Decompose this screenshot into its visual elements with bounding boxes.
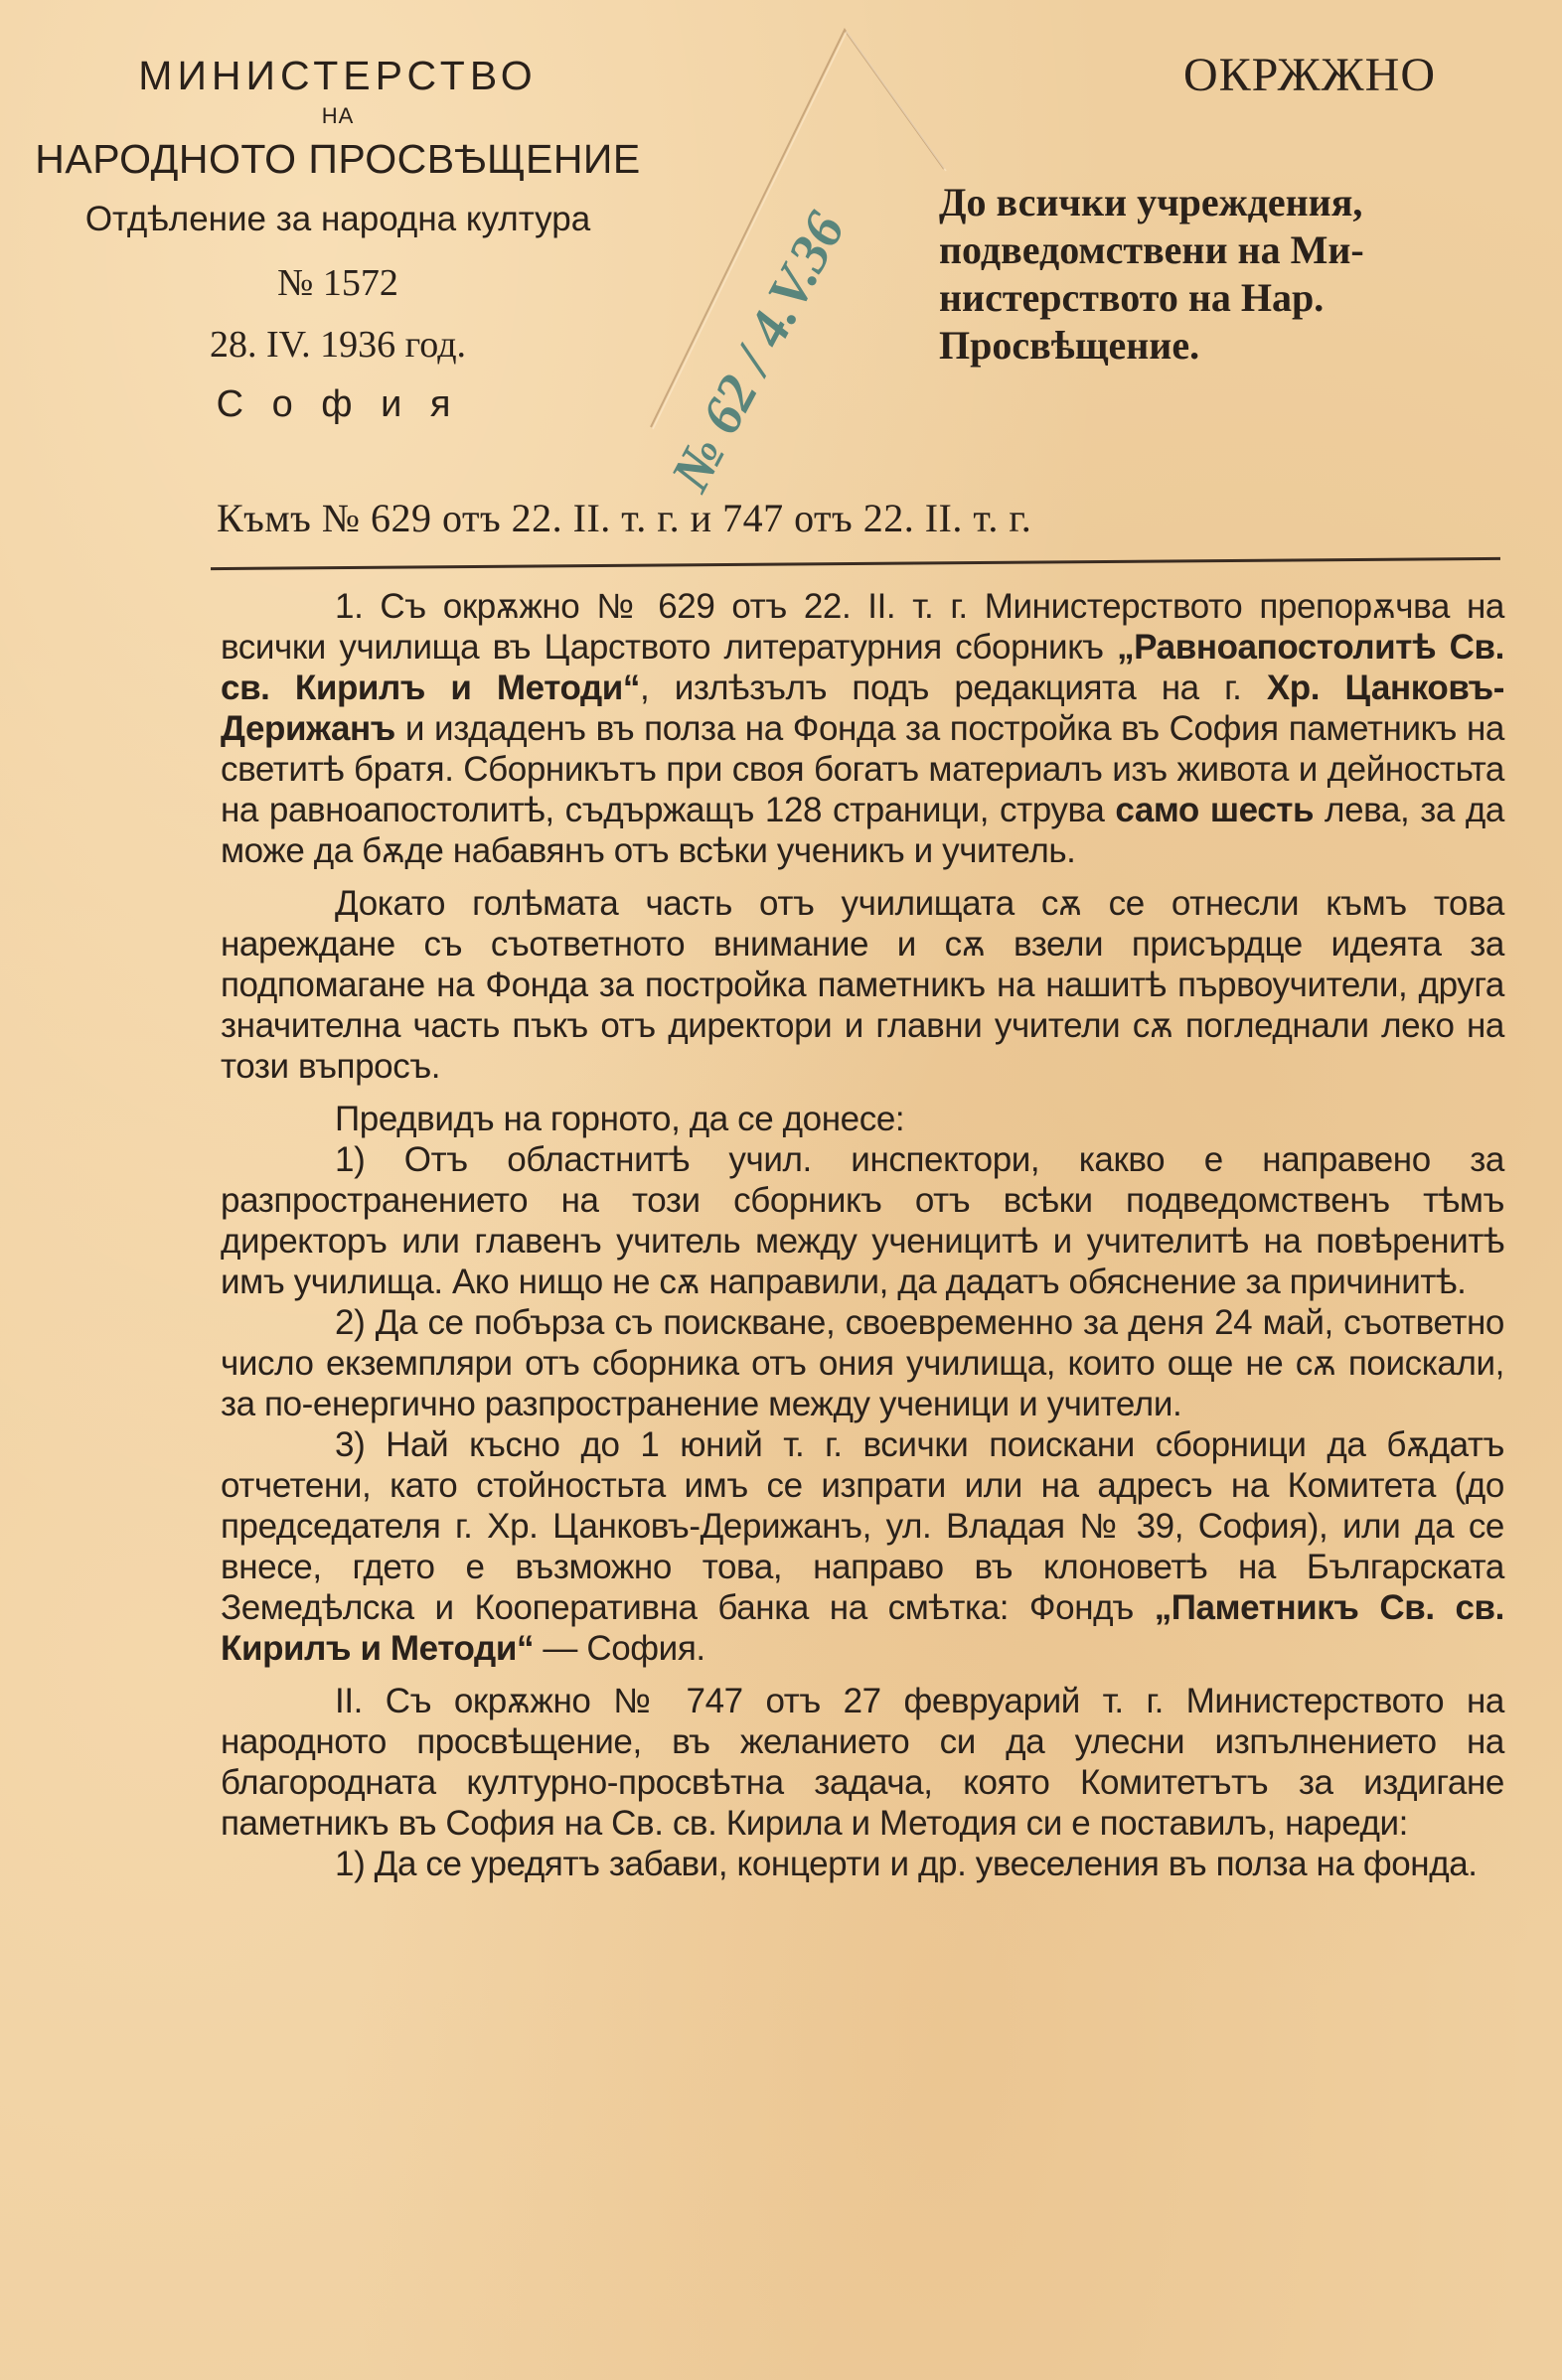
editor-name: Хр. Цанковъ-Дерижанъ: [221, 669, 1504, 748]
paragraph-section-2-item-1: 1) Да се уредятъ забави, концерти и др. увеселения въ полза на фонда.: [335, 1845, 1478, 1883]
text-run: лева, за да може да бѫде набавянъ отъ всѣки ученикъ и учитель.: [221, 791, 1504, 870]
ministry-name-line2: НА: [321, 103, 355, 128]
fund-name: „Паметникъ Св. св. Кирилъ и Методи“: [221, 1588, 1504, 1668]
paragraph-item-1: 1) Отъ областнитѣ учил. инспектори, какво е направено за разпространението на този сборникъ отъ всѣки подведомственъ тѣмъ директоръ или главенъ учитель между ученицитѣ и учителитѣ на повѣренитѣ имъ училища. Ако нищо не сѫ направили, да дадатъ обяснение за причинитѣ.: [221, 1140, 1504, 1301]
reference-line: Къмъ № 629 отъ 22. II. т. г. и 747 отъ 22. II. т. г.: [217, 496, 1032, 540]
text-run: и издаденъ въ полза на Фонда за постройка въ София паметникъ на светитѣ братя. Сборникътъ при своя богатъ материалъ изъ живота и дейностьта на равноапостолитѣ, съдържащъ 128 страници, струва: [221, 709, 1504, 829]
paragraph-item-3: [221, 1424, 1504, 1669]
ministry-name-line1: МИНИСТЕРСТВО: [138, 53, 538, 98]
book-title: „Равноапостолитѣ Св. св. Кирилъ и Методи“: [221, 628, 1504, 707]
circular-header: [939, 40, 1495, 370]
paragraph-section-2: II. Съ окрѫжно № 747 отъ 27 февруарий т. г. Министерството на народното просвѣщение, въ желанието си да улесни изпълнението на благородната културно-просвѣтна задача, която Комитетътъ за издигане паметникъ въ София на Св. св. Кирила и Методия си е поставилъ, нареди:: [221, 1682, 1504, 1843]
department-name: Отдѣление за народна култура: [84, 200, 591, 238]
circular-title: ОКРЖЖНО: [1182, 49, 1436, 101]
document-date: 28. IV. 1936 год.: [209, 324, 467, 366]
document-number: № 1572: [277, 262, 398, 304]
document-city: С о ф и я: [216, 383, 460, 425]
text-run: — София.: [534, 1629, 705, 1668]
addressee-line: До всички учреждения,: [939, 180, 1363, 224]
price-emphasis: само шесть: [1115, 791, 1315, 829]
addressee-line: нистерството на Нар.: [939, 275, 1325, 320]
addressee-block: [939, 179, 1495, 370]
text-run: 1. Съ окрѫжно № 629 отъ 22. II. т. г. Министерството препорѫчва на всички училища въ Царството литературния сборникъ: [221, 587, 1504, 667]
text-run: 3) Най късно до 1 юний т. г. всички поискани сборници да бѫдатъ отчетени, като стойностьта имъ се изпрати или на адресъ на Комитета (до председателя г. Хр. Цанковъ-Дерижанъ, ул. Владая № 39, София), или да се внесе, гдето е възможно това, направо въ клоноветѣ на Българската Земедѣлска и Кооперативна банка на смѣтка: Фондъ: [221, 1425, 1504, 1627]
ministry-name-line3: НАРОДНОТО ПРОСВѢЩЕНИЕ: [35, 136, 641, 182]
paragraph-2: Докато голѣмата часть отъ училищата сѫ се отнесли къмъ това нареждане съ съответното внимание и сѫ взели присърдце идеята за подпомагане на Фонда за постройка паметникъ на нашитѣ първоучители, друга значителна часть пъкъ отъ директори и главни учители сѫ погледнали леко на този въпросъ.: [221, 884, 1504, 1086]
ministry-letterhead: [0, 52, 676, 435]
paragraph-1: [221, 586, 1504, 871]
addressee-line: Просвѣщение.: [939, 323, 1200, 368]
paragraph-item-2: 2) Да се побърза съ поискване, своевременно за деня 24 май, съответно число екземпляри отъ сборника отъ ония училища, които още не сѫ поискали, за по-енергично разпространение между ученици и учители.: [221, 1303, 1504, 1423]
addressee-line: подведомствени на Ми-: [939, 227, 1364, 272]
paragraph-3: Предвидъ на горното, да се донесе:: [335, 1100, 905, 1138]
handwritten-annotation-text: № 62 / 4.V.36: [659, 203, 858, 502]
text-run: , излѣзълъ подъ редакцията на г.: [640, 669, 1267, 707]
circular-body: [221, 586, 1504, 1884]
header-divider: [211, 557, 1500, 570]
